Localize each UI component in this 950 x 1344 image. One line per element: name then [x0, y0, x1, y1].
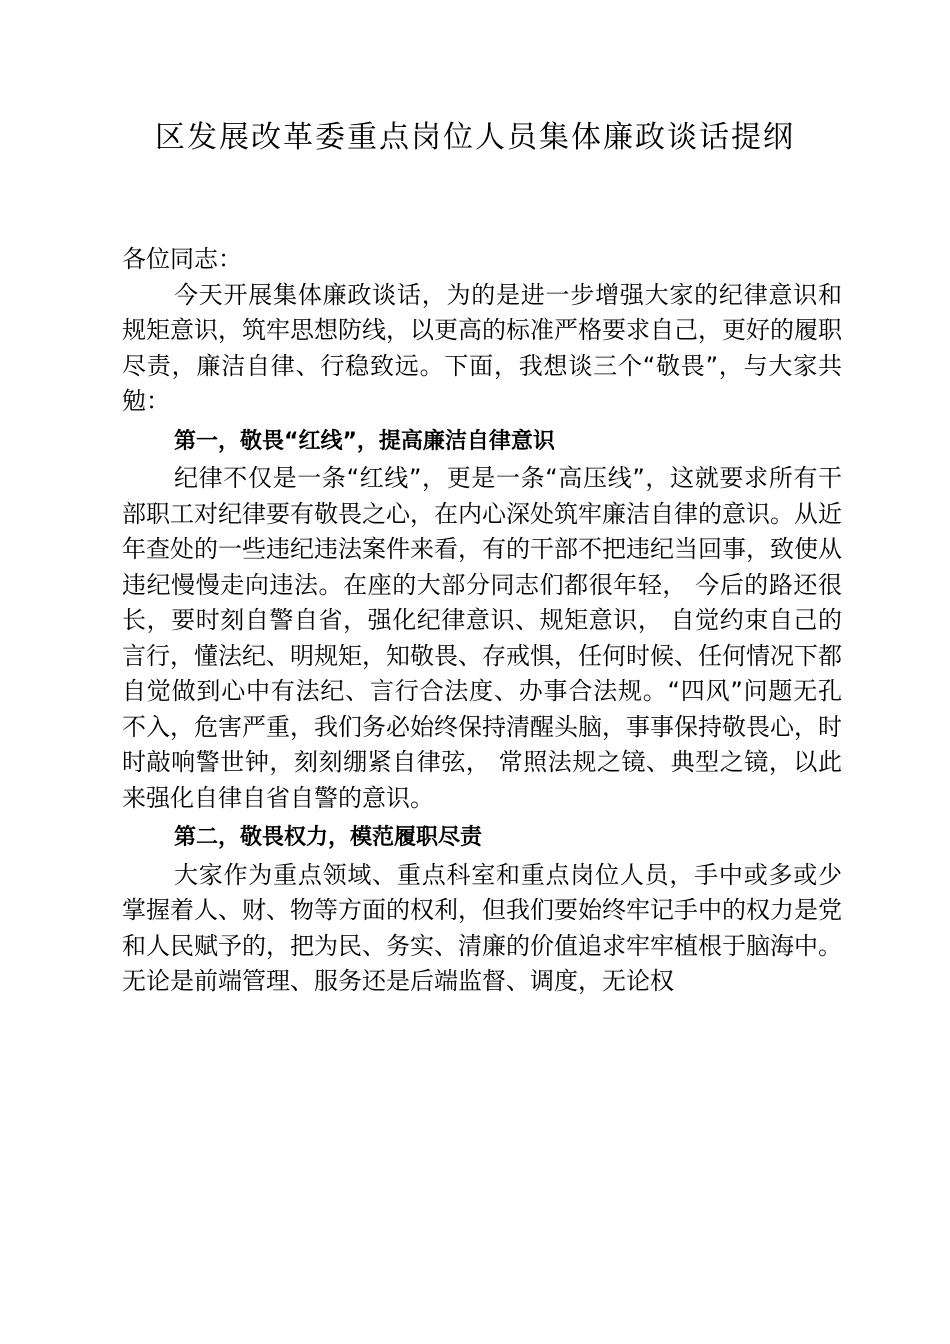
salutation: 各位同志：: [122, 245, 242, 273]
document-body: [122, 242, 842, 1000]
section-body-1: 纪律不仅是一条“红线”，更是一条“高压线”，这就要求所有干部职工对纪律要有敬畏之心，在内心深处筑牢廉洁自律的意识。从近年查处的一些违纪违法案件来看，有的干部不把违纪当回事，致使从违纪慢慢走向违法。在座的大部分同志们都很年轻， 今后的路还很长，要时刻自警自省，强化纪律意识、规矩意识， 自觉约束自己的言行，懂法纪、明规矩，知敬畏、存戒惧，任何时候、任何情况下都自觉做到心中有法纪、言行合法度、办事合法规。“四风”问题无孔不入，危害严重，我们务必始终保持清醒头脑，事事保持敬畏心，时时敲响警世钟，刻刻绷紧自律弦， 常照法规之镜、典型之镜，以此来强化自律自省自警的意识。: [122, 464, 842, 812]
document-title: 区发展改革委重点岗位人员集体廉政谈话提纲: [155, 120, 795, 155]
section-heading-1: 第一，敬畏“红线”，提高廉洁自律意识: [174, 428, 555, 454]
section-body-2: 大家作为重点领域、重点科室和重点岗位人员，手中或多或少掌握着人、财、物等方面的权利，但我们要始终牢记手中的权力是党和人民赋予的，把为民、务实、清廉的价值追求牢牢植根于脑海中。无论是前端管理、服务还是后端监督、调度，无论权: [122, 860, 842, 995]
section-heading-2: 第二，敬畏权力，模范履职尽责: [174, 825, 483, 850]
intro-paragraph: 今天开展集体廉政谈话，为的是进一步增强大家的纪律意识和规矩意识，筑牢思想防线，以更高的标准严格要求自己，更好的履职尽责，廉洁自律、行稳致远。下面，我想谈三个“敬畏”，与大家共勉：: [122, 280, 842, 415]
